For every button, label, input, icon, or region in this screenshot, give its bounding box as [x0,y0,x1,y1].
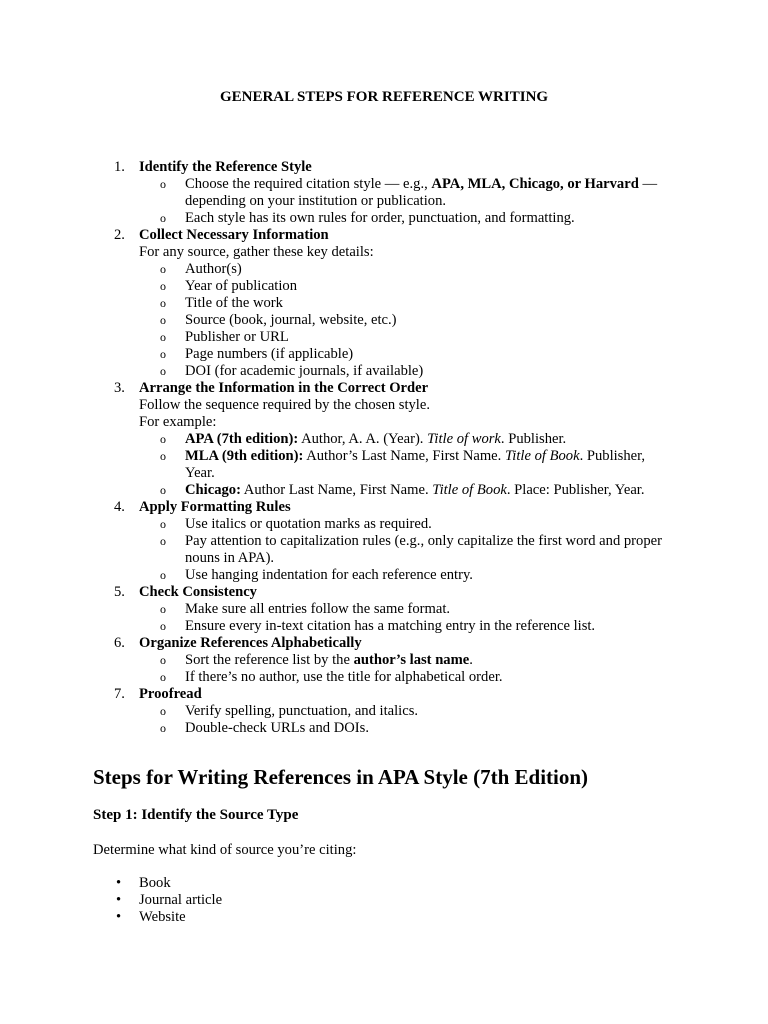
section-heading: Steps for Writing References in APA Style (7th Edition) [93,765,589,789]
sub-item [160,601,665,618]
text-run: Author, A. A. (Year). [298,431,428,447]
text-run: Pay attention to capitalization rules (e.g., only capitalize the first word and proper nouns in APA). [185,533,662,566]
step-item [0,635,768,686]
sub-item [160,176,665,210]
step-number: 1. [114,159,125,175]
step-number: 7. [114,686,125,702]
sub-item [160,295,665,312]
text-run: Page numbers (if applicable) [185,346,354,362]
sub-item [160,431,665,448]
hollow-bullet-icon: o [160,449,166,463]
hollow-bullet-icon: o [160,364,166,378]
step-number: 4. [114,499,125,515]
list-item-label: Book [139,875,171,891]
text-run: . Publisher, Year. [185,448,646,481]
sub-item [160,329,665,346]
hollow-bullet-icon: o [160,721,166,735]
list-item [116,875,222,892]
list-item [116,892,223,909]
sub-item [160,567,665,584]
hollow-bullet-icon: o [160,670,166,684]
text-run: . Place: Publisher, Year. [506,482,645,498]
sub-item [160,618,665,635]
sub-item [160,261,665,278]
hollow-bullet-icon: o [160,619,166,633]
text-run: Title of Book [432,482,507,498]
sub-item [160,278,665,295]
sub-item [160,703,665,720]
text-run: DOI (for academic journals, if available) [185,363,424,379]
text-run: Year of publication [185,278,298,294]
text-run: Verify spelling, punctuation, and italics. [185,703,419,719]
text-run: Use hanging indentation for each reference entry. [185,567,473,583]
text-run: APA, MLA, Chicago, or Harvard [431,176,639,192]
step-heading: Apply Formatting Rules [139,499,291,515]
text-run: Double-check URLs and DOIs. [185,720,369,736]
text-run: Each style has its own rules for order, punctuation, and formatting. [185,210,575,226]
text-run: Author(s) [185,261,242,277]
text-run: If there’s no author, use the title for alphabetical order. [185,669,503,685]
bullet-icon: • [116,909,122,925]
bullet-icon: • [116,892,122,908]
step-item [0,227,768,380]
hollow-bullet-icon: o [160,296,166,310]
hollow-bullet-icon: o [160,653,166,667]
hollow-bullet-icon: o [160,177,166,191]
text-run: author’s last name [353,652,470,668]
hollow-bullet-icon: o [160,330,166,344]
text-run: Author’s Last Name, First Name. [303,448,505,464]
step-number: 5. [114,584,125,600]
text-run: Source (book, journal, website, etc.) [185,312,397,328]
step-number: 2. [114,227,125,243]
hollow-bullet-icon: o [160,517,166,531]
step-item [0,380,768,499]
text-run: Publisher or URL [185,329,289,345]
sub-item [160,669,665,686]
document-title: GENERAL STEPS FOR REFERENCE WRITING [219,89,549,105]
step-heading: Arrange the Information in the Correct Order [139,380,429,396]
hollow-bullet-icon: o [160,483,166,497]
step-heading: Organize References Alphabetically [139,635,362,651]
text-run: APA (7th edition): [185,431,299,447]
text-run: Author Last Name, First Name. [240,482,433,498]
step-text: Follow the sequence required by the chosen style. [139,397,430,413]
step-heading: Proofread [139,686,202,702]
hollow-bullet-icon: o [160,313,166,327]
steps-list [0,159,768,737]
hollow-bullet-icon: o [160,568,166,582]
sub-item [160,533,665,567]
text-run: MLA (9th edition): [185,448,304,464]
text-run: . Publisher. [500,431,567,447]
hollow-bullet-icon: o [160,534,166,548]
hollow-bullet-icon: o [160,704,166,718]
list-item [116,909,222,926]
text-run: Sort the reference list by the [185,652,354,668]
hollow-bullet-icon: o [160,432,166,446]
sub-item [160,210,665,227]
sub-item [160,312,665,329]
step-heading: Check Consistency [139,584,257,600]
step-1-heading: Step 1: Identify the Source Type [93,807,299,823]
sub-item [160,448,665,482]
text-run: Chicago: [185,482,241,498]
bullet-icon: • [116,875,122,891]
step-item [0,686,768,737]
hollow-bullet-icon: o [160,279,166,293]
hollow-bullet-icon: o [160,262,166,276]
text-run: Make sure all entries follow the same format. [185,601,451,617]
step-text: For any source, gather these key details: [139,244,374,260]
source-type-list [0,875,222,926]
sub-item [160,516,665,533]
intro-paragraph: Determine what kind of source you’re citing: [93,842,357,858]
hollow-bullet-icon: o [160,211,166,225]
hollow-bullet-icon: o [160,347,166,361]
text-run: Use italics or quotation marks as required. [185,516,432,532]
text-run: . [469,652,473,668]
text-run: Title of work [427,431,501,447]
text-run: Choose the required citation style — e.g., [185,176,432,192]
step-item [0,159,768,227]
list-item-label: Journal article [139,892,223,908]
sub-item [160,346,665,363]
sub-item [160,720,665,737]
sub-item [160,652,665,669]
step-item [0,584,768,635]
text-run: Title of Book [504,448,580,464]
sub-item [160,482,665,499]
text-run: Title of the work [185,295,283,311]
step-heading: Collect Necessary Information [139,227,329,243]
step-item [0,499,768,584]
hollow-bullet-icon: o [160,602,166,616]
text-run: Ensure every in-text citation has a matching entry in the reference list. [185,618,596,634]
step-number: 6. [114,635,125,651]
step-number: 3. [114,380,125,396]
text-run: — depending on your institution or publication. [185,176,658,209]
step-text: For example: [139,414,217,430]
step-heading: Identify the Reference Style [139,159,312,175]
list-item-label: Website [139,909,186,925]
sub-item [160,363,665,380]
